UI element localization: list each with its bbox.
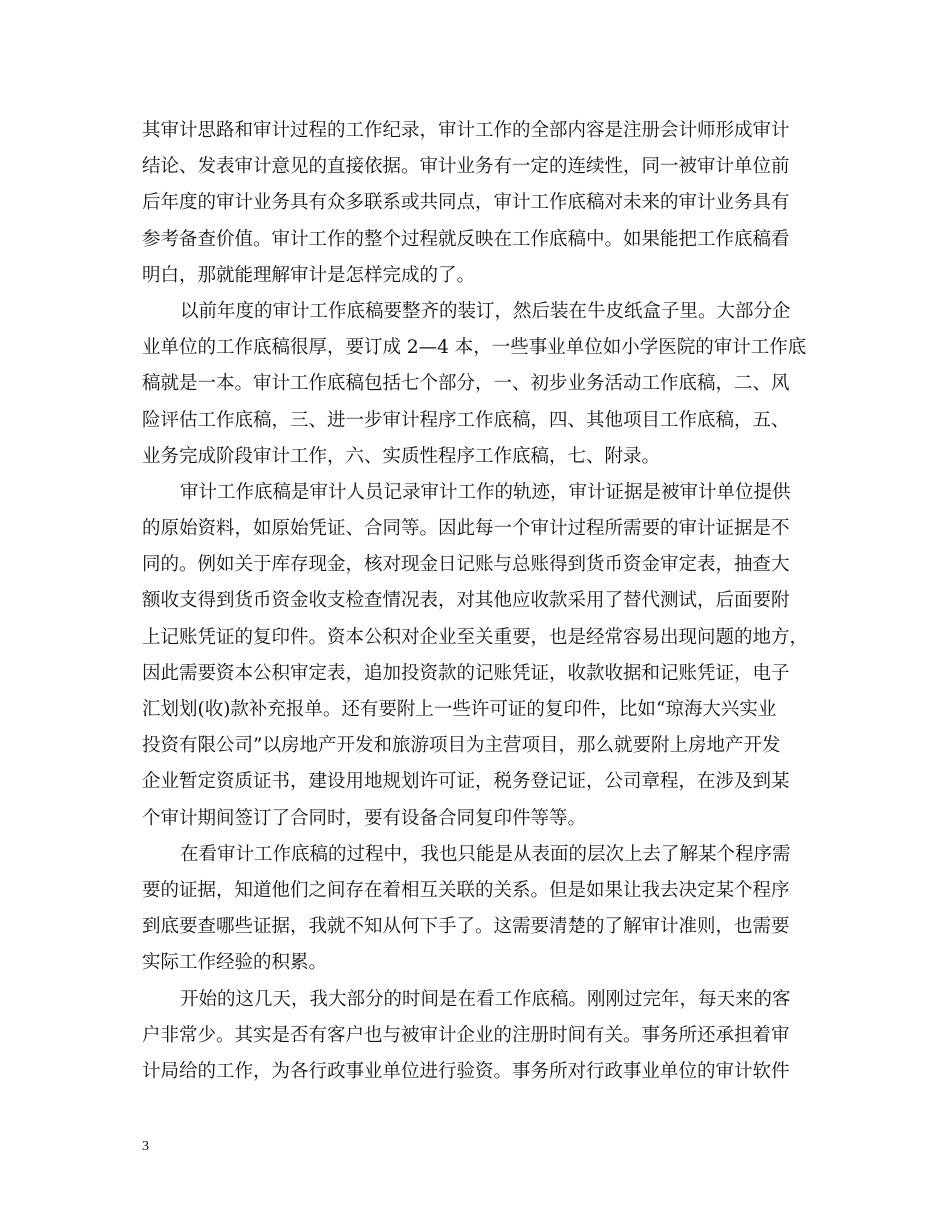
- text-line: 业单位的工作底稿很厚，要订成 2—4 本，一些事业单位如小学医院的审计工作底: [142, 337, 807, 359]
- text-line: 因此需要资本公积审定表，追加投资款的记账凭证，收款收据和记账凭证，电子: [142, 662, 790, 684]
- paragraph: [142, 475, 822, 837]
- text-line: 其审计思路和审计过程的工作纪录，审计工作的全部内容是注册会计师形成审计: [142, 120, 790, 141]
- paragraph: [142, 113, 822, 294]
- text-line: 审计工作底稿是审计人员记录审计工作的轨迹，审计证据是被审计单位提供: [180, 481, 791, 503]
- text-line: 参考备查价值。审计工作的整个过程就反映在工作底稿中。如果能把工作底稿看: [142, 228, 790, 250]
- text-line: 的原始资料，如原始凭证、合同等。因此每一个审计过程所需要的审计证据是不: [142, 518, 790, 540]
- text-line: 额收支得到货币资金收支检查情况表，对其他应收款采用了替代测试，后面要附: [142, 590, 790, 612]
- paragraph: [142, 982, 822, 1091]
- paragraph: [142, 837, 822, 982]
- text-line: 开始的这几天，我大部分的时间是在看工作底稿。刚刚过完年，每天来的客: [180, 988, 791, 1010]
- text-line: 上记账凭证的复印件。资本公积对企业至关重要，也是经常容易出现问题的地方，: [142, 626, 809, 648]
- text-line: 后年度的审计业务具有众多联系或共同点，审计工作底稿对未来的审计业务具有: [142, 192, 790, 214]
- text-line: 投资有限公司”以房地产开发和旅游项目为主营项目，那么就要附上房地产开发: [142, 735, 781, 757]
- body-text: [142, 113, 822, 1090]
- page-number: 3: [142, 1139, 149, 1154]
- text-line: 稿就是一本。审计工作底稿包括七个部分，一、初步业务活动工作底稿，二、风: [142, 373, 790, 395]
- text-line: 实际工作经验的积累。: [142, 952, 328, 974]
- text-line: 业务完成阶段审计工作，六、实质性程序工作底稿，七、附录。: [142, 445, 661, 467]
- text-line: 险评估工作底稿，三、进一步审计程序工作底稿，四、其他项目工作底稿，五、: [142, 409, 790, 431]
- text-line: 同的。例如关于库存现金，核对现金日记账与总账得到货币资金审定表，抽查大: [142, 554, 790, 576]
- text-line: 结论、发表审计意见的直接依据。审计业务有一定的连续性，同一被审计单位前: [142, 156, 790, 178]
- text-line: 在看审计工作底稿的过程中，我也只能是从表面的层次上去了解某个程序需: [180, 843, 791, 865]
- text-line: 以前年度的审计工作底稿要整齐的装订，然后装在牛皮纸盒子里。大部分企: [180, 300, 791, 322]
- text-line: 汇划划(收)款补充报单。还有要附上一些许可证的复印件，比如“琼海大兴实业: [142, 699, 777, 720]
- text-line: 个审计期间签订了合同时，要有设备合同复印件等等。: [142, 807, 587, 829]
- text-line: 计局给的工作，为各行政事业单位进行验资。事务所对行政事业单位的审计软件: [142, 1060, 790, 1082]
- text-line: 要的证据，知道他们之间存在着相互关联的关系。但是如果让我去决定某个程序: [142, 879, 790, 901]
- text-line: 户非常少。其实是否有客户也与被审计企业的注册时间有关。事务所还承担着审: [142, 1024, 790, 1046]
- text-line: 到底要查哪些证据，我就不知从何下手了。这需要清楚的了解审计准则，也需要: [142, 916, 790, 938]
- text-line: 企业暂定资质证书，建设用地规划许可证，税务登记证，公司章程，在涉及到某: [142, 771, 790, 793]
- paragraph: [142, 294, 822, 475]
- text-line: 明白，那就能理解审计是怎样完成的了。: [142, 264, 476, 286]
